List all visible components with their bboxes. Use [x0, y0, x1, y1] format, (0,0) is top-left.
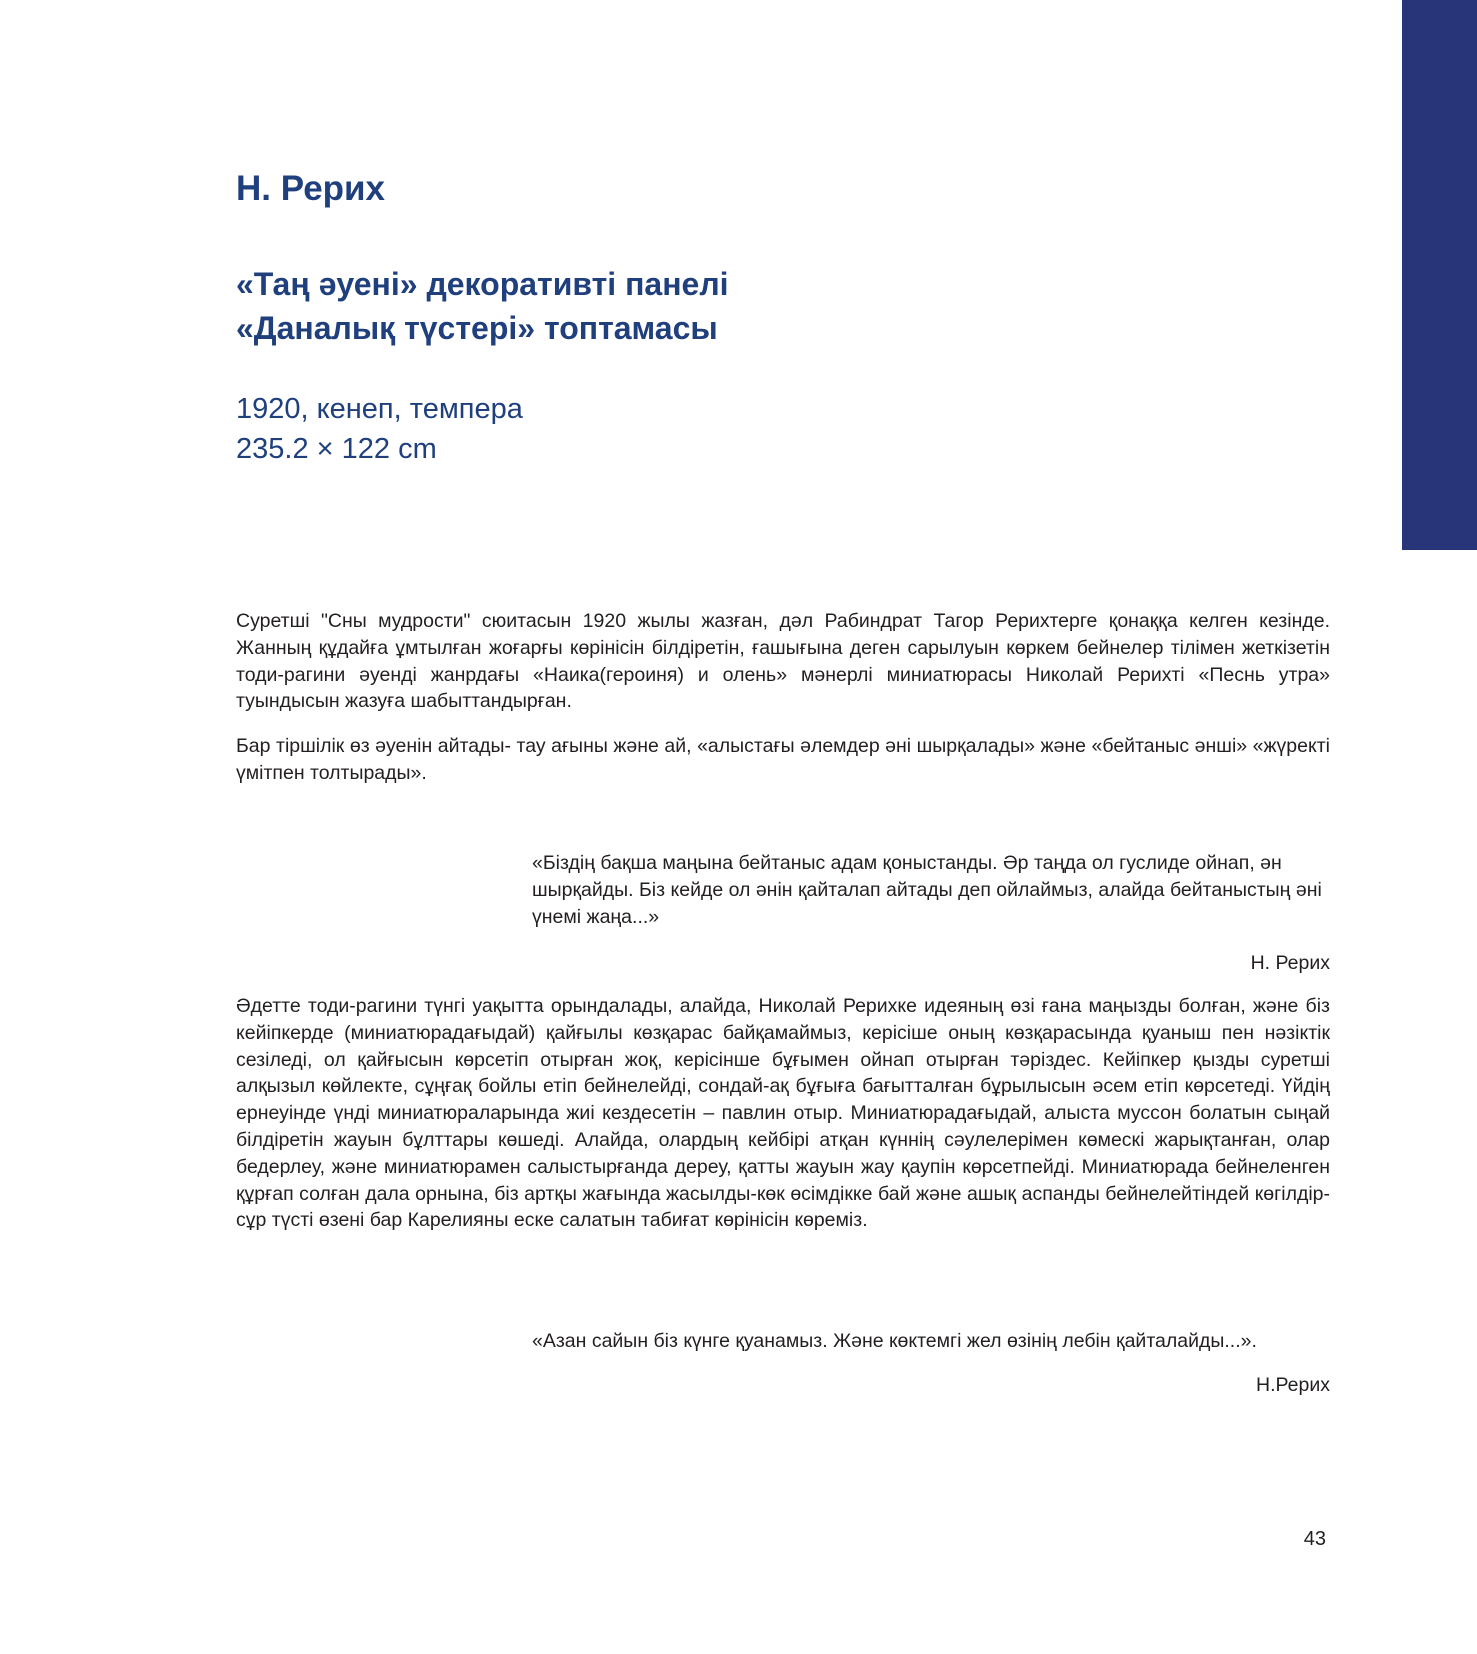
artwork-title-line-2: «Даналық түстері» топтамасы — [236, 310, 718, 346]
artwork-dimensions: 235.2 × 122 cm — [236, 433, 437, 465]
author-heading: Н. Рерих — [236, 169, 386, 208]
quote-attribution-second: Н.Рерих — [1256, 1374, 1330, 1396]
quote-attribution: Н. Рерих — [1250, 952, 1330, 974]
paragraph-description: Әдетте тоди-рагини түнгі уақытта орындалады, алайда, Николай Рерихке идеяның өзі ғана маңызды болған, және біз кейіпкерде (миниатюрадағыдай) қайғылы көзқарас байқамаймыз, керісіше оның көзқарасында қуаныш пен нәзіктік сезіледі, ол қайғысын көрсетіп отырған жоқ, керісінше бұғымен ойнап отырған тәріздес. Кейіпкер қызды суретші алқызыл көйлекте, сұңғақ бойлы етіп бейнелейді, сондай-ақ бұғыға бағытталған бұрылысын әсем етіп көрсетеді. Үйдің ернеуінде үнді миниатюраларында жиі кездесетін – павлин отыр. Миниатюрадағыдай, алыста муссон болатын сыңай білдіретін жауын бұлттары көшеді. Алайда, олардың кейбірі атқан күннің сәулелерімен көмескі жарықтанған, олар бедерлеу, және миниатюрамен салыстырғанда дереу, қатты жауын жау қаупін көрсетпейді. Миниатюрада бейнеленген құрғап солған дала орнына, біз артқы жағында жасылды-көк өсімдікке бай және ашық аспанды бейнелейтіндей көгілдір-сұр түсті өзені бар Карелияны еске салатын табиғат көрінісін көреміз. — [236, 995, 1330, 1232]
artwork-title-line-1: «Таң әуені» декоративті панелі — [236, 266, 729, 302]
artwork-details — [236, 389, 523, 469]
paragraph-melody: Бар тіршілік өз әуенін айтады- тау ағыны және ай, «алыстағы әлемдер әні шырқалады» және «бейтаныс әнші» «жүректі үмітпен толтырады». — [236, 735, 1330, 784]
page-number: 43 — [1303, 1528, 1326, 1550]
paragraph-intro: Суретші "Сны мудрости" сюитасын 1920 жылы жазған, дәл Рабиндрат Тагор Рерихтерге қонаққа келген кезінде. Жанның құдайға ұмтылған жоғарғы көрінісін білдіретін, ғашығына деген сарылуын көркем бейнелер тілімен жеткізетін тоди-рагини әуенді жанрдағы «Наика(героиня) и олень» мәнерлі миниатюрасы Николай Рерихті «Песнь утра» туындысын жазуға шабыттандырған. — [236, 610, 1330, 713]
quote-block: «Біздің бақша маңына бейтаныс адам қоныстанды. Әр таңда ол гуслиде ойнап, ән шырқайды. Біз кейде ол әнін қайталап айтады деп ойлаймыз, алайда бейтаныстың әні үнемі жаңа...» — [532, 852, 1322, 928]
side-color-tab — [1402, 0, 1477, 550]
artwork-year-medium: 1920, кенеп, темпера — [236, 393, 523, 425]
artwork-title — [236, 262, 729, 350]
quote-block-second: «Азан сайын біз күнге қуанамыз. Және көктемгі жел өзінің лебін қайталайды...». — [532, 1330, 1257, 1352]
